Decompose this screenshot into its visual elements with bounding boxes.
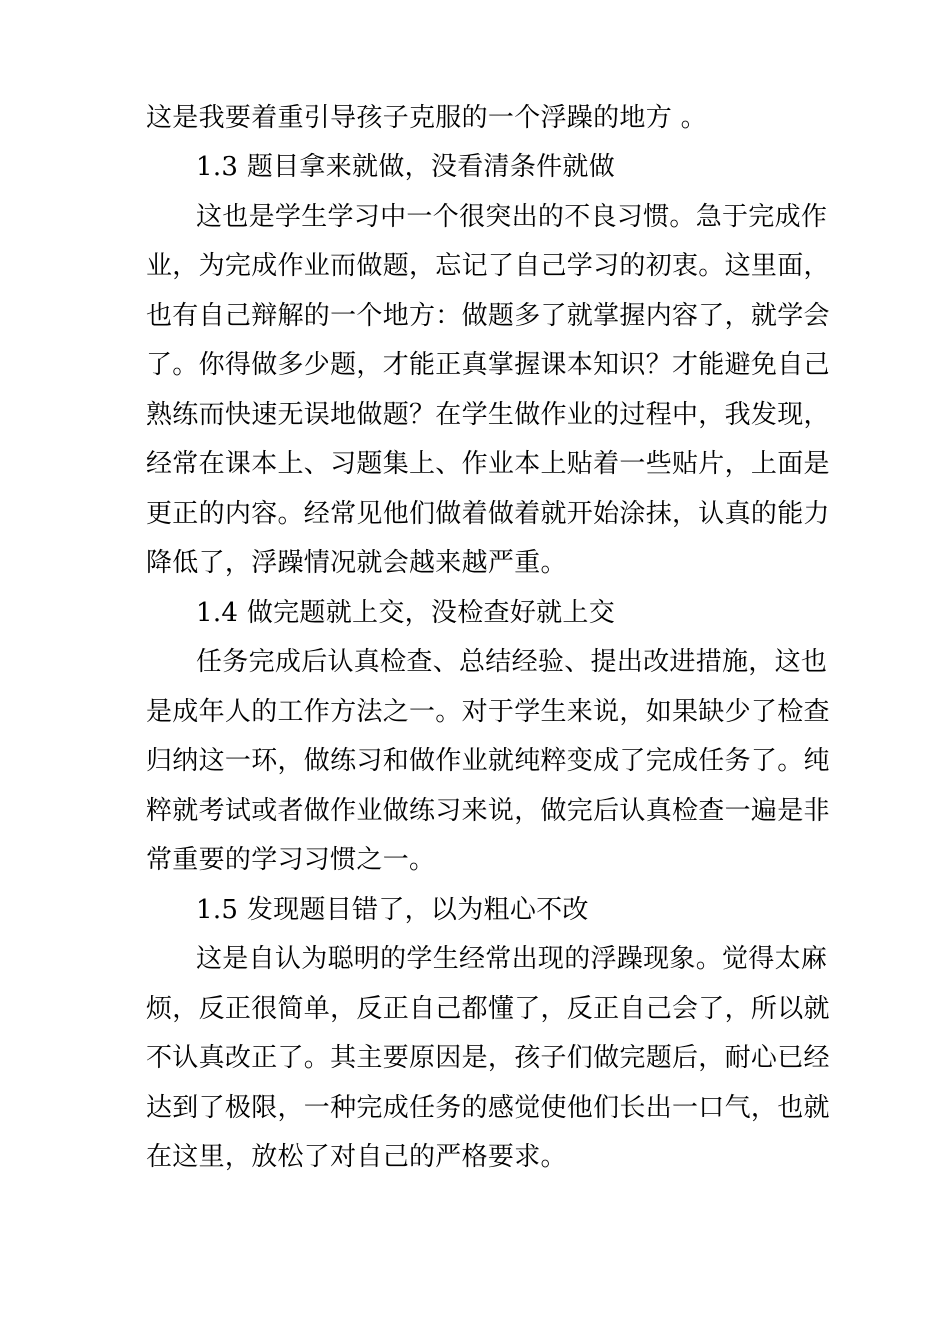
- paragraph-line: 是成年人的工作方法之一。对于学生来说，如果缺少了检查: [146, 697, 830, 727]
- paragraph-line: 更正的内容。经常见他们做着做着就开始涂抹，认真的能力: [146, 499, 830, 529]
- paragraph-line: 经常在课本上、习题集上、作业本上贴着一些贴片，上面是: [146, 449, 830, 479]
- paragraph-line: 熟练而快速无误地做题？在学生做作业的过程中，我发现，: [146, 400, 830, 430]
- section-heading-1-3: 1.3 题目拿来就做，没看清条件就做: [196, 152, 616, 182]
- paragraph-line: 任务完成后认真检查、总结经验、提出改进措施，这也: [196, 647, 828, 677]
- paragraph-line: 粹就考试或者做作业做练习来说，做完后认真检查一遍是非: [146, 796, 830, 826]
- paragraph-line: 降低了，浮躁情况就会越来越严重。: [146, 548, 567, 578]
- paragraph-line: 归纳这一环，做练习和做作业就纯粹变成了完成任务了。纯: [146, 746, 830, 776]
- paragraph-line: 业，为完成作业而做题，忘记了自己学习的初衷。这里面，: [146, 251, 830, 281]
- section-heading-1-5: 1.5 发现题目错了，以为粗心不改: [196, 895, 589, 925]
- paragraph-line: 这是自认为聪明的学生经常出现的浮躁现象。觉得太麻: [196, 944, 828, 974]
- paragraph-line: 常重要的学习习惯之一。: [146, 845, 436, 875]
- paragraph-line: 在这里，放松了对自己的严格要求。: [146, 1142, 567, 1172]
- paragraph-line: 这是我要着重引导孩子克服的一个浮躁的地方 。: [146, 103, 707, 133]
- paragraph-line: 也有自己辩解的一个地方：做题多了就掌握内容了，就学会: [146, 301, 830, 331]
- paragraph-line: 不认真改正了。其主要原因是，孩子们做完题后，耐心已经: [146, 1043, 830, 1073]
- section-heading-1-4: 1.4 做完题就上交，没检查好就上交: [196, 598, 616, 628]
- paragraph-line: 这也是学生学习中一个很突出的不良习惯。急于完成作: [196, 202, 828, 232]
- paragraph-line: 达到了极限，一种完成任务的感觉使他们长出一口气，也就: [146, 1093, 830, 1123]
- paragraph-line: 烦，反正很简单，反正自己都懂了，反正自己会了，所以就: [146, 994, 830, 1024]
- paragraph-line: 了。你得做多少题，才能正真掌握课本知识？才能避免自己: [146, 350, 830, 380]
